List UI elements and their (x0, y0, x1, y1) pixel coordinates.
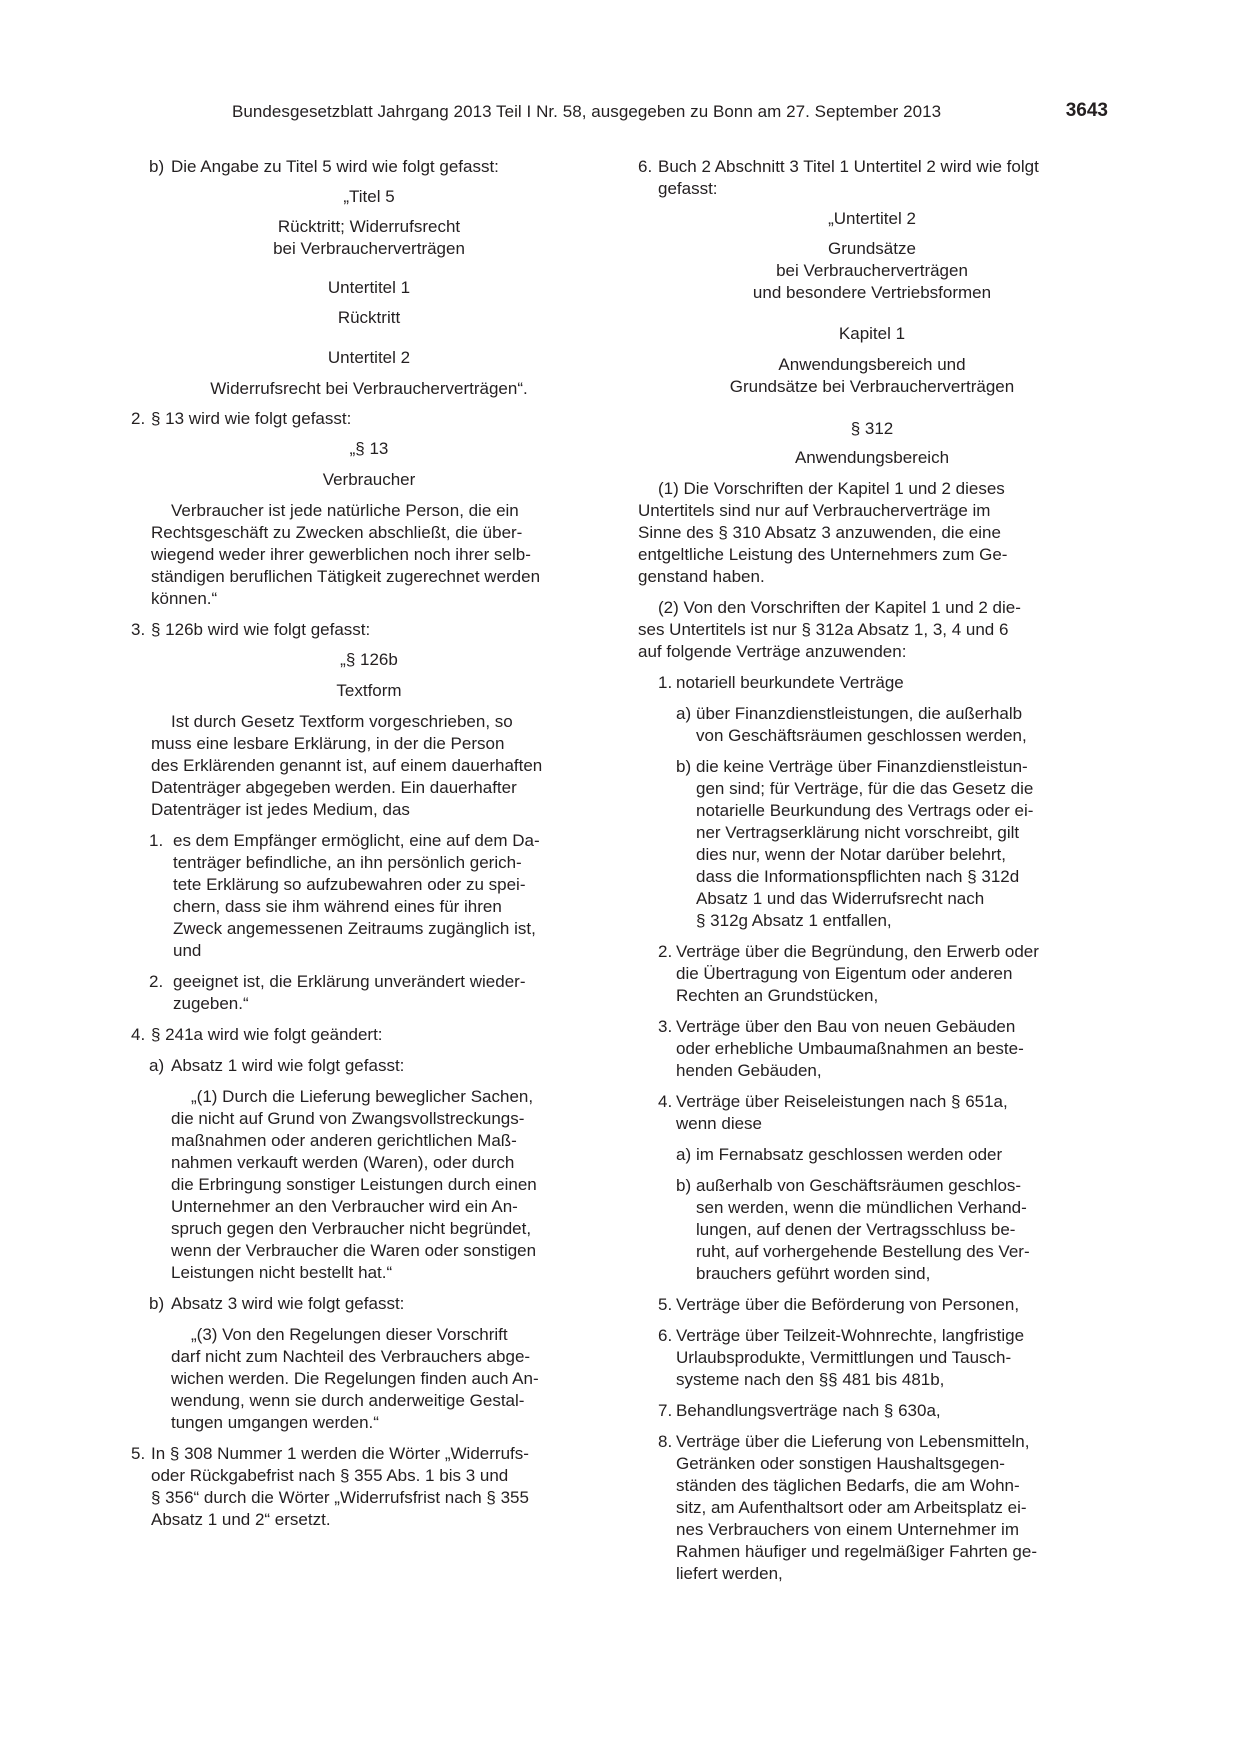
paragraph-abs1 (638, 478, 1106, 588)
item-2 (131, 408, 607, 430)
heading-line: Rücktritt; Widerrufsrecht (277, 217, 461, 236)
text-line: Untertitels sind nur auf Verbraucherverträge im (638, 501, 991, 520)
item-label: 3. (131, 620, 146, 639)
text-line: Datenträger abgegeben werden. Ein dauerhafter (151, 778, 517, 797)
item-5 (131, 1443, 607, 1531)
list-item-6 (638, 1325, 1106, 1391)
item-text: Absatz 3 wird wie folgt gefasst: (171, 1294, 405, 1313)
text-line: sen werden, wenn die mündlichen Verhand- (696, 1198, 1027, 1217)
heading-line: „§ 126b (340, 650, 398, 669)
text-line: chern, dass sie ihm während eines für ihren (173, 897, 502, 916)
text-line: wiegend weder ihrer gewerblichen noch ihrer selb- (151, 545, 531, 564)
item-3 (131, 619, 607, 641)
text-line: Absatz 1 und 2“ ersetzt. (151, 1510, 331, 1529)
text-line: muss eine lesbare Erklärung, in der die Person (151, 734, 505, 753)
text-line: gen sind; für Verträge, für die das Gesetz die (696, 779, 1034, 798)
list-item-7 (638, 1400, 1106, 1422)
heading-line: Untertitel 2 (327, 348, 411, 367)
gazette-header-text: Bundesgesetzblatt Jahrgang 2013 Teil I Nr. 58, ausgegeben zu Bonn am 27. September 2013 (232, 102, 942, 121)
text-line: brauchers geführt worden sind, (696, 1264, 931, 1283)
item-label: a) (676, 1145, 692, 1164)
item-text: § 241a wird wie folgt geändert: (151, 1025, 383, 1044)
text-line: In § 308 Nummer 1 werden die Wörter „Widerrufs- (151, 1444, 529, 1463)
item-label: 7. (658, 1401, 673, 1420)
paragraph-abs2 (638, 597, 1106, 663)
text-line: darf nicht zum Nachteil des Verbrauchers abge- (171, 1347, 531, 1366)
list-item-4a (638, 1144, 1106, 1166)
item-text: Die Angabe zu Titel 5 wird wie folgt gefasst: (171, 157, 499, 176)
heading-line: „§ 13 (349, 439, 389, 458)
text-line: tete Erklärung so aufzubewahren oder zu spei- (173, 875, 526, 894)
text-line: Verträge über den Bau von neuen Gebäuden (676, 1017, 1016, 1036)
heading-line: „Titel 5 (343, 187, 395, 206)
text-line: Unternehmer an den Verbraucher wird ein An- (171, 1197, 518, 1216)
text-line: (1) Die Vorschriften der Kapitel 1 und 2 dieses (658, 479, 1005, 498)
heading-block-p126b (131, 649, 607, 702)
quote-absatz-3 (131, 1324, 607, 1434)
item-label: 2. (658, 942, 673, 961)
heading-line: „Untertitel 2 (828, 209, 916, 228)
text-line: des Erklärenden genannt ist, auf einem dauerhaften (151, 756, 543, 775)
text-line: wenn der Verbraucher die Waren oder sonstigen (171, 1241, 537, 1260)
heading-line: Verbraucher (322, 470, 416, 489)
text-line: § 356“ durch die Wörter „Widerrufsfrist nach § 355 (151, 1488, 529, 1507)
text-line: nahmen verkauft werden (Waren), oder durch (171, 1153, 515, 1172)
text-line: über Finanzdienstleistungen, die außerhalb (696, 704, 1023, 723)
text-line: Urlaubsprodukte, Vermittlungen und Tausch- (676, 1348, 1012, 1367)
heading-line: Textform (336, 681, 402, 700)
text-line: ner Vertragserklärung nicht vorschreibt, gilt (696, 823, 1020, 842)
text-line: Rahmen häufiger und regelmäßiger Fahrten ge- (676, 1542, 1037, 1561)
text-line: die Übertragung von Eigentum oder anderen (676, 964, 1013, 983)
text-line: zugeben.“ (173, 994, 249, 1013)
item-label: b) (676, 757, 692, 776)
text-line: die Erbringung sonstiger Leistungen durch einen (171, 1175, 537, 1194)
text-line: wichen werden. Die Regelungen finden auch An- (171, 1369, 539, 1388)
text-line: henden Gebäuden, (676, 1061, 822, 1080)
text-line: und (173, 941, 202, 960)
heading-line: Untertitel 1 (327, 278, 411, 297)
text-line: Verträge über Reiseleistungen nach § 651a, (676, 1092, 1008, 1111)
item-label: 2. (149, 972, 164, 991)
item-label: b) (676, 1176, 692, 1195)
text-line: Verbraucher ist jede natürliche Person, die ein (171, 501, 519, 520)
item-label: 2. (131, 409, 146, 428)
list-item-2 (638, 941, 1106, 1007)
text-line: die nicht auf Grund von Zwangsvollstreckungs- (171, 1109, 525, 1128)
text-line: ständen des täglichen Bedarfs, die am Wohn- (676, 1476, 1020, 1495)
text-line: tenträger befindliche, an ihn persönlich gerich- (173, 853, 522, 872)
item-6 (638, 156, 1106, 200)
item-text: § 13 wird wie folgt gefasst: (151, 409, 352, 428)
text-line: auf folgende Verträge anzuwenden: (638, 642, 907, 661)
item-label: a) (676, 704, 692, 723)
paragraph-p126b (131, 711, 607, 821)
list-item-3 (638, 1016, 1106, 1082)
text-line: oder Rückgabefrist nach § 355 Abs. 1 bis 3 und (151, 1466, 509, 1485)
item-label: 8. (658, 1432, 673, 1451)
item-label: 4. (131, 1025, 146, 1044)
text-line: oder erhebliche Umbaumaßnahmen an beste- (676, 1039, 1024, 1058)
quote-absatz-1 (131, 1086, 607, 1284)
page-header (232, 102, 1108, 126)
heading-line: und besondere Vertriebsformen (752, 283, 992, 302)
text-line: Leistungen nicht bestellt hat.“ (171, 1263, 393, 1282)
text-line: systeme nach den §§ 481 bis 481b, (676, 1370, 945, 1389)
text-line: Verträge über die Lieferung von Lebensmitteln, (676, 1432, 1030, 1451)
text-line: gefasst: (658, 179, 718, 198)
text-line: „(3) Von den Regelungen dieser Vorschrift (191, 1325, 508, 1344)
text-line: können.“ (151, 589, 218, 608)
item-text: § 126b wird wie folgt gefasst: (151, 620, 371, 639)
paragraph-p13 (131, 500, 607, 610)
item-text: Absatz 1 wird wie folgt gefasst: (171, 1056, 405, 1075)
item-4 (131, 1024, 607, 1046)
heading-line: bei Verbraucherverträgen (776, 261, 968, 280)
text-line: von Geschäftsräumen geschlossen werden, (696, 726, 1027, 745)
text-line: dies nur, wenn der Notar darüber belehrt, (696, 845, 1006, 864)
heading-line: Widerrufsrecht bei Verbraucherverträgen“. (210, 379, 528, 398)
item-label: b) (149, 1294, 165, 1313)
heading-line: Grundsätze bei Verbraucherverträgen (729, 377, 1015, 396)
heading-block-titel5 (131, 186, 607, 400)
text-line: Zweck angemessenen Zeitraums zugänglich ist, (173, 919, 536, 938)
item-text: Behandlungsverträge nach § 630a, (676, 1401, 941, 1420)
text-line: Verträge über die Begründung, den Erwerb oder (676, 942, 1039, 961)
text-line: Rechtsgeschäft zu Zwecken abschließt, die über- (151, 523, 523, 542)
list-item-4b (638, 1175, 1106, 1285)
text-line: dass die Informationspflichten nach § 312d (696, 867, 1020, 886)
item-label: 1. (149, 831, 164, 850)
item-label: 4. (658, 1092, 673, 1111)
sub-item-1 (131, 830, 607, 962)
text-line: ruht, auf vorhergehende Bestellung des Ver- (696, 1242, 1030, 1261)
text-line: Sinne des § 310 Absatz 3 anzuwenden, die eine (638, 523, 1001, 542)
text-line: spruch gegen den Verbraucher nicht begründet, (171, 1219, 532, 1238)
item-4b (131, 1293, 607, 1315)
list-item-8 (638, 1431, 1106, 1585)
item-label: b) (149, 157, 165, 176)
heading-line: Grundsätze (828, 239, 916, 258)
item-label: 5. (131, 1444, 146, 1463)
list-item-5 (638, 1294, 1106, 1316)
text-line: maßnahmen oder anderen gerichtlichen Maß- (171, 1131, 517, 1150)
text-line: (2) Von den Vorschriften der Kapitel 1 und 2 die- (658, 598, 1021, 617)
heading-block-p13 (131, 438, 607, 491)
list-item-1b (638, 756, 1106, 932)
item-label: 5. (658, 1295, 673, 1314)
text-line: § 312g Absatz 1 entfallen, (696, 911, 892, 930)
right-column (638, 156, 1106, 1585)
text-line: Absatz 1 und das Widerrufsrecht nach (696, 889, 985, 908)
text-line: tungen umgangen werden.“ (171, 1413, 379, 1432)
item-label: 1. (658, 673, 673, 692)
item-label: 6. (658, 1326, 673, 1345)
item-text: notariell beurkundete Verträge (676, 673, 904, 692)
list-item-1 (638, 672, 1106, 694)
text-line: lungen, auf denen der Vertragsschluss be- (696, 1220, 1016, 1239)
item-label: 6. (638, 157, 653, 176)
text-line: „(1) Durch die Lieferung beweglicher Sachen, (191, 1087, 534, 1106)
heading-line: bei Verbraucherverträgen (273, 239, 465, 258)
text-line: entgeltliche Leistung des Unternehmers zum Ge- (638, 545, 1008, 564)
text-line: nes Verbrauchers von einem Unternehmer im (676, 1520, 1019, 1539)
list-item-4 (638, 1091, 1106, 1135)
item-b-titel5 (131, 156, 607, 178)
heading-block-untertitel2 (638, 208, 1106, 469)
text-line: Getränken oder sonstigen Haushaltsgegen- (676, 1454, 1005, 1473)
text-line: Buch 2 Abschnitt 3 Titel 1 Untertitel 2 wird wie folgt (658, 157, 1039, 176)
text-line: Rechten an Grundstücken, (676, 986, 879, 1005)
item-text: Verträge über die Beförderung von Personen, (676, 1295, 1020, 1314)
text-line: Datenträger ist jedes Medium, das (151, 800, 410, 819)
item-label: a) (149, 1056, 165, 1075)
text-line: notarielle Beurkundung des Vertrags oder ei- (696, 801, 1034, 820)
item-text: im Fernabsatz geschlossen werden oder (696, 1145, 1003, 1164)
text-line: die keine Verträge über Finanzdienstleistun- (696, 757, 1028, 776)
text-line: Verträge über Teilzeit-Wohnrechte, langfristige (676, 1326, 1025, 1345)
list-item-1a (638, 703, 1106, 747)
heading-line: Anwendungsbereich und (778, 355, 966, 374)
heading-line: Kapitel 1 (838, 324, 906, 343)
item-4a (131, 1055, 607, 1077)
left-column (131, 156, 607, 1531)
text-line: sitz, am Aufenthaltsort oder am Arbeitsplatz ei- (676, 1498, 1027, 1517)
text-line: wenn diese (676, 1114, 763, 1133)
text-line: es dem Empfänger ermöglicht, eine auf dem Da- (173, 831, 540, 850)
text-line: ses Untertitels ist nur § 312a Absatz 1, 3, 4 und 6 (638, 620, 1009, 639)
text-line: Ist durch Gesetz Textform vorgeschrieben, so (171, 712, 513, 731)
text-line: wendung, wenn sie durch anderweitige Gestal- (171, 1391, 525, 1410)
text-line: ständigen beruflichen Tätigkeit zugerechnet werden (151, 567, 541, 586)
text-line: genstand haben. (638, 567, 765, 586)
heading-line: Anwendungsbereich (794, 448, 950, 467)
text-line: geeignet ist, die Erklärung unverändert wieder- (173, 972, 526, 991)
text-line: außerhalb von Geschäftsräumen geschlos- (696, 1176, 1022, 1195)
text-line: liefert werden, (676, 1564, 783, 1583)
heading-line: § 312 (850, 419, 894, 438)
sub-item-2 (131, 971, 607, 1015)
item-label: 3. (658, 1017, 673, 1036)
page-number: 3643 (1065, 100, 1108, 121)
heading-line: Rücktritt (337, 308, 401, 327)
